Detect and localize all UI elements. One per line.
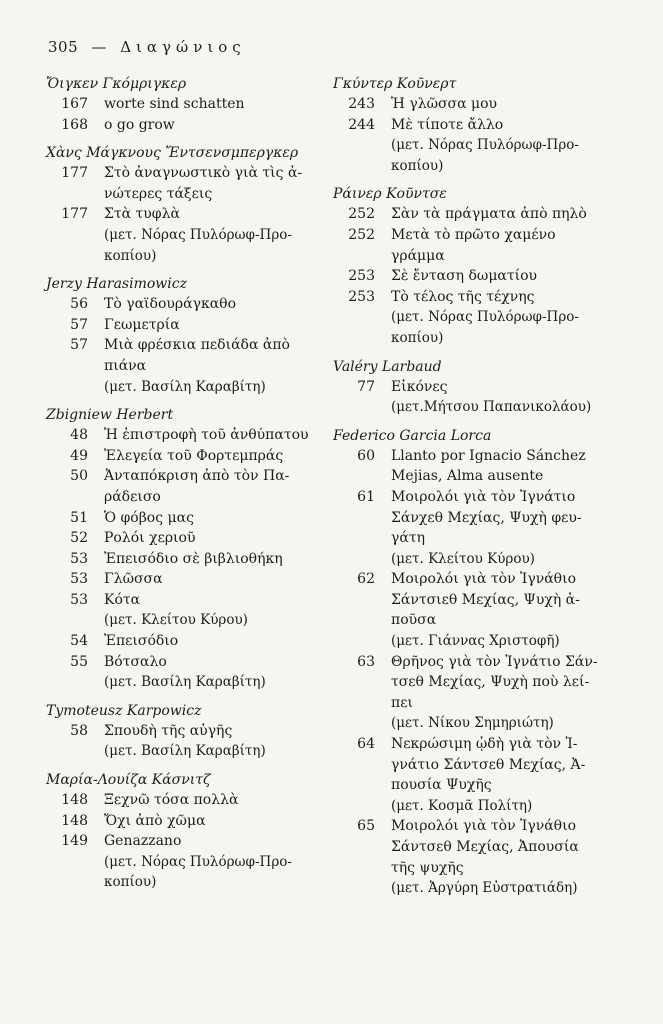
poem-entry (333, 569, 603, 631)
poem-title: Ἐλεγεία τοῦ Φορτεμπράς (104, 447, 284, 464)
translator-credit: (μετ. Νόρας Πυλόρωφ-Προ- κοπίου) (104, 853, 292, 891)
poem-entry (46, 446, 316, 467)
poem-page-number: 148 (61, 792, 88, 809)
poem-page-number: 149 (61, 833, 88, 850)
poem-entry (333, 816, 603, 878)
translator-credit: (μετ. Ἀργύρη Εὐστρατιάδη) (391, 880, 578, 897)
poem-page-number: 53 (70, 550, 88, 567)
translator-credit: (μετ. Κοσμᾶ Πολίτη) (391, 797, 533, 814)
poem-entry (46, 811, 316, 832)
author-name: Ράινερ Κοῦντσε (333, 186, 447, 203)
poem-entry (46, 831, 316, 852)
poem-entry (333, 652, 603, 714)
poem-entry (46, 528, 316, 549)
poem-title: Μιὰ φρέσκια πεδιάδα ἀπὸ πιάνα (104, 337, 290, 374)
poem-page-number: 64 (357, 736, 375, 753)
poem-page-number: 63 (357, 653, 375, 670)
poem-page-number: 57 (70, 316, 88, 333)
poem-page-number: 177 (61, 206, 88, 223)
poem-title: Μοιρολόι γιὰ τὸν Ἰγνάθιο Σάντσιεθ Μεχίας, Ψυχὴ ἀ- ποῦσα (391, 571, 580, 629)
poem-page-number: 51 (70, 509, 88, 526)
poem-page-number: 167 (61, 96, 88, 112)
poem-title: Σπουδὴ τῆς αὐγῆς (104, 722, 233, 739)
poem-title: Στὸ ἀναγνωστικὸ γιὰ τὶς ἀ- νώτερες τάξεις (104, 165, 303, 202)
poem-title: Ὁ φόβος μας (104, 509, 194, 526)
poem-page-number: 243 (348, 96, 375, 112)
poem-title: Βότσαλο (104, 653, 167, 670)
author-name: Zbigniew Herbert (46, 407, 174, 424)
poem-entry (333, 115, 603, 136)
poem-page-number: 53 (70, 571, 88, 588)
poem-title: Μὲ τίποτε ἄλλο (391, 116, 504, 133)
translator-credit: (μετ. Γιάννας Χριστοφῆ) (391, 633, 560, 650)
poem-page-number: 49 (70, 447, 88, 464)
poem-title: Μοιρολόι γιὰ τὸν Ἰγνάθιο Σάντσεθ Μεχίας, Ἀπουσία τῆς ψυχῆς (391, 818, 579, 876)
poem-entry (46, 508, 316, 529)
poem-page-number: 53 (70, 591, 88, 608)
poem-title: Ἀνταπόκριση ἀπὸ τὸν Πα- ράδεισο (104, 468, 290, 505)
poem-title: Σὰν τὰ πράγματα ἀπὸ πηλὸ (391, 206, 587, 223)
poem-title: Μοιρολόι γιὰ τὸν Ἰγνάτιο Σάνχεθ Μεχίας, Ψυχὴ φευ- γάτη (391, 488, 582, 547)
page-header (48, 38, 246, 56)
poem-title: Στὰ τυφλὰ (104, 206, 180, 223)
poem-title: Εἰκόνες (391, 378, 448, 395)
poem-title: Genazzano (104, 833, 182, 850)
author-name: Federico Garcia Lorca (333, 427, 492, 444)
header-dash: — (91, 38, 107, 56)
poem-page-number: 52 (70, 530, 88, 547)
author-name: Γκύντερ Κοῦνερτ (333, 76, 457, 92)
right-column (333, 74, 603, 899)
poem-page-number: 61 (357, 488, 375, 505)
translator-credit: (μετ. Κλείτου Κύρου) (104, 612, 248, 629)
poem-title: Γεωμετρία (104, 316, 180, 333)
running-title: Διαγώνιος (120, 38, 246, 56)
poem-title: Ὄχι ἀπὸ χῶμα (104, 812, 206, 829)
translator-credit: (μετ. Νίκου Σημηριώτη) (391, 715, 554, 732)
poem-title: Σὲ ἔνταση δωματίου (391, 268, 538, 285)
poem-entry (333, 487, 603, 549)
left-column (46, 74, 316, 893)
poem-title: Κότα (104, 591, 141, 608)
poem-title: Ἐπεισόδιο σὲ βιβλιοθήκη (104, 550, 283, 567)
translator-credit: (μετ. Βασίλη Καραβίτη) (104, 674, 266, 691)
poem-title: Ρολόι χεριοῦ (104, 530, 196, 547)
author-name: Μαρία-Λουίζα Κάσνιτζ (46, 772, 211, 789)
poem-page-number: 48 (70, 427, 88, 444)
author-name: Valéry Larbaud (333, 358, 442, 375)
poem-title: Νεκρώσιμη ᾠδὴ γιὰ τὸν Ἰ- γνάτιο Σάντσεθ Μεχίας, Ἀ- πουσία Ψυχῆς (391, 736, 586, 794)
poem-page-number: 56 (70, 296, 88, 313)
poem-page-number: 50 (70, 468, 88, 485)
poem-page-number: 148 (61, 812, 88, 829)
poem-page-number: 58 (70, 722, 88, 739)
poem-title: Τὸ γαϊδουράγκαθο (104, 296, 237, 313)
poem-page-number: 244 (348, 116, 375, 133)
poem-title: Τὸ τέλος τῆς τέχνης (391, 288, 535, 305)
poem-entry (333, 734, 603, 796)
translator-credit: (μετ. Νόρας Πυλόρωφ-Προ- κοπίου) (391, 309, 579, 346)
translator-credit: (μετ. Κλείτου Κύρου) (391, 550, 535, 567)
poem-page-number: 57 (70, 337, 88, 354)
poem-title: worte sind schatten (104, 96, 245, 112)
translator-credit: (μετ. Βασίλη Καραβίτη) (104, 743, 266, 760)
author-name: Jerzy Harasimowicz (46, 276, 187, 293)
poem-entry (46, 590, 316, 611)
poem-entry (46, 631, 316, 652)
author-name: Χὰνς Μάγκνους Ἔντσενσμπεργκερ (46, 145, 299, 162)
poem-page-number: 252 (348, 206, 375, 223)
poem-entry (46, 425, 316, 446)
poem-entry (46, 790, 316, 811)
poem-page-number: 54 (70, 633, 88, 650)
poem-entry (46, 335, 316, 376)
poem-title: Γλῶσσα (104, 571, 163, 588)
poem-title: Ἐπεισόδιο (104, 633, 179, 650)
poem-page-number: 55 (70, 653, 88, 670)
poem-entry (46, 652, 316, 673)
poem-entry (46, 721, 316, 742)
poem-entry (333, 94, 603, 115)
poem-entry (46, 204, 316, 225)
translator-credit: (μετ. Βασίλη Καραβίτη) (104, 378, 266, 395)
poem-page-number: 62 (357, 571, 375, 588)
poem-entry (333, 266, 603, 287)
poem-page-number: 177 (61, 165, 88, 182)
translator-credit: (μετ. Νόρας Πυλόρωφ-Προ- κοπίου) (391, 137, 579, 174)
poem-entry (333, 446, 603, 487)
poem-entry (46, 115, 316, 136)
poem-page-number: 60 (357, 447, 375, 464)
poem-entry (46, 466, 316, 507)
poem-page-number: 168 (61, 116, 88, 133)
translator-credit: (μετ. Νόρας Πυλόρωφ-Προ- κοπίου) (104, 226, 292, 264)
poem-entry (46, 94, 316, 115)
poem-entry (333, 287, 603, 308)
poem-entry (46, 569, 316, 590)
poem-entry (333, 204, 603, 225)
poem-title: o go grow (104, 116, 175, 133)
poem-page-number: 253 (348, 288, 375, 305)
poem-title: Μετὰ τὸ πρῶτο χαμένο γράμμα (391, 226, 556, 264)
poem-entry (46, 549, 316, 570)
poem-title: Ξεχνῶ τόσα πολλὰ (104, 792, 239, 809)
poem-title: Θρῆνος γιὰ τὸν Ἰγνάτιο Σάν- τσεθ Μεχίας, Ψυχὴ ποὺ λεί- πει (391, 653, 598, 711)
author-name: Tymoteusz Karpowicz (46, 702, 202, 719)
page-number: 305 (48, 38, 79, 56)
poem-title: Llanto por Ignacio Sánchez Mejias, Alma ausente (391, 447, 586, 485)
poem-entry (333, 225, 603, 266)
poem-page-number: 77 (357, 378, 375, 395)
poem-title: Ἡ γλῶσσα μου (391, 96, 498, 112)
poem-entry (333, 377, 603, 398)
poem-page-number: 252 (348, 226, 375, 243)
poem-entry (46, 315, 316, 336)
poem-entry (46, 163, 316, 204)
author-name: Ὄιγκεν Γκόμριγκερ (46, 76, 187, 92)
poem-page-number: 65 (357, 818, 375, 835)
poem-title: Ἡ ἐπιστροφὴ τοῦ ἀνθύπατου (104, 427, 309, 444)
poem-page-number: 253 (348, 268, 375, 285)
translator-credit: (μετ.Μήτσου Παπανικολάου) (391, 399, 592, 416)
poem-entry (46, 294, 316, 315)
